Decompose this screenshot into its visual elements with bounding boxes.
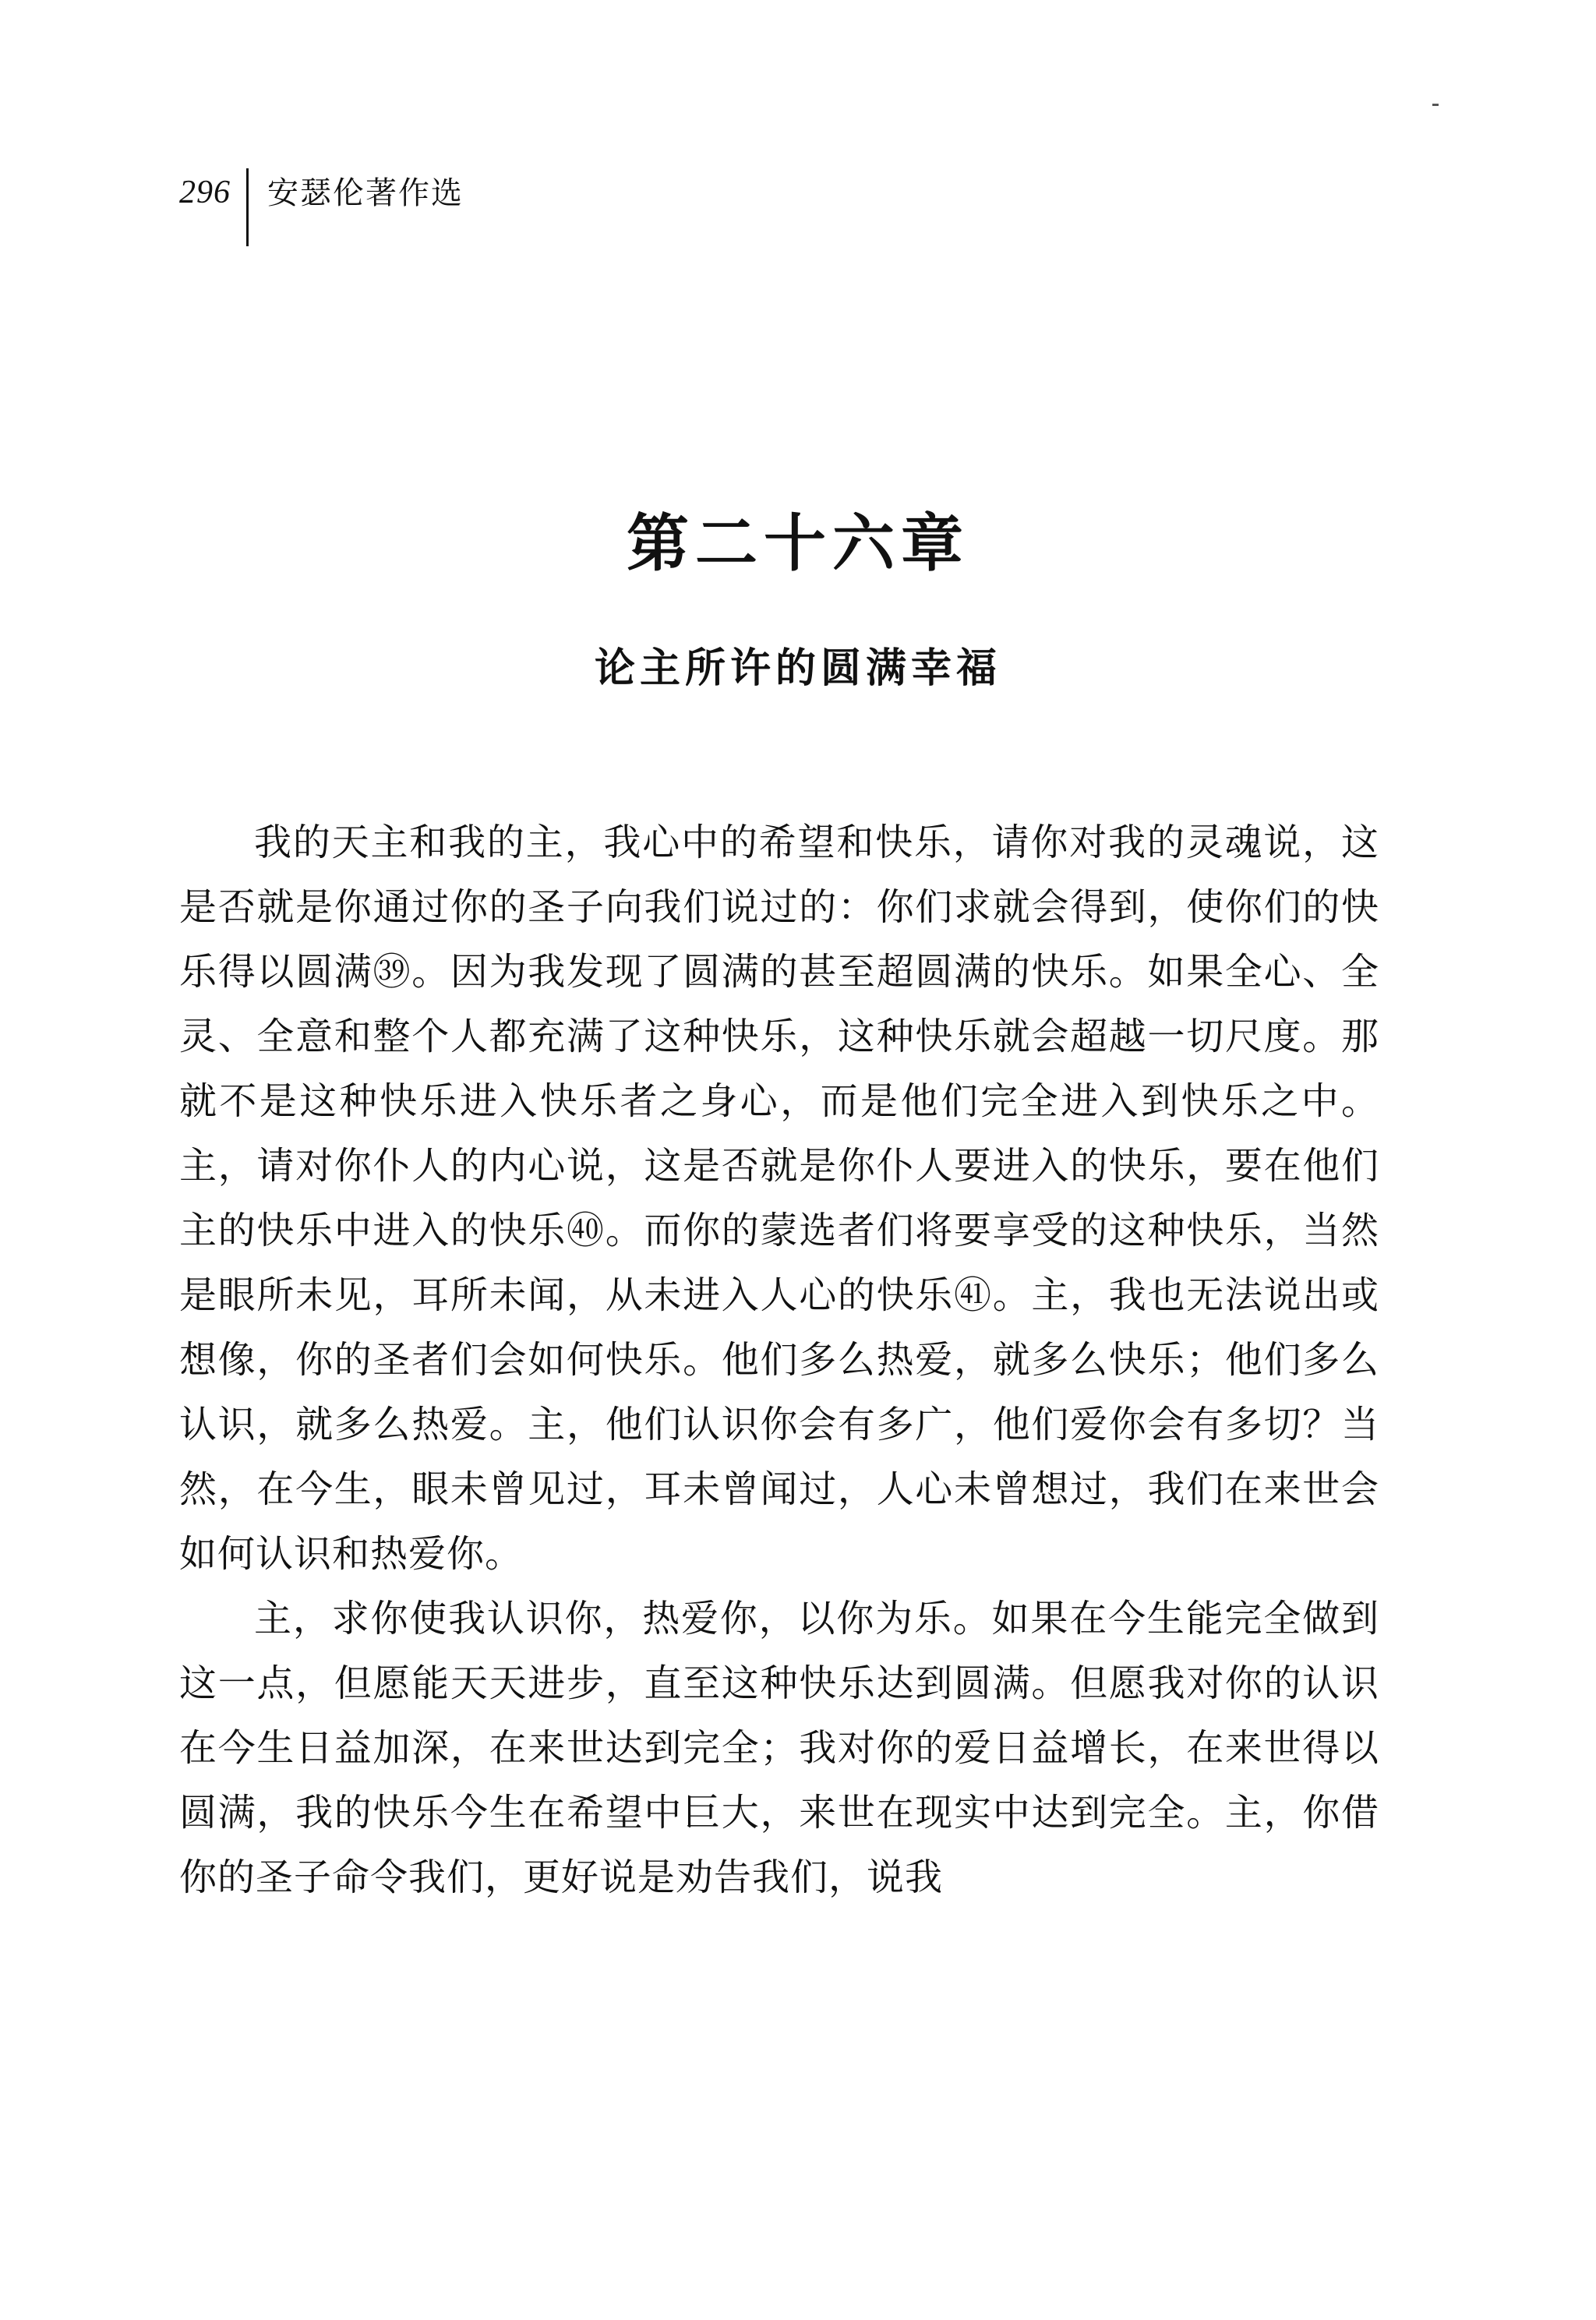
header-divider	[246, 168, 249, 246]
paragraph: 我的天主和我的主，我心中的希望和快乐，请你对我的灵魂说，这是否就是你通过你的圣子向我们说过的：你们求就会得到，使你们的快乐得以圆满㊴。因为我发现了圆满的甚至超圆满的快乐。如果全心、全灵、全意和整个人都充满了这种快乐，这种快乐就会超越一切尺度。那就不是这种快乐进入快乐者之身心，而是他们完全进入到快乐之中。主，请对你仆人的内心说，这是否就是你仆人要进入的快乐，要在他们主的快乐中进入的快乐㊵。而你的蒙选者们将要享受的这种快乐，当然是眼所未见，耳所未闻，从未进入人心的快乐㊶。主，我也无法说出或想像，你的圣者们会如何快乐。他们多么热爱，就多么快乐；他们多么认识，就多么热爱。主，他们认识你会有多广，他们爱你会有多切？当然，在今生，眼未曾见过，耳未曾闻过，人心未曾想过，我们在来世会如何认识和热爱你。	[179, 821, 1379, 1576]
running-title: 安瑟伦著作选	[267, 175, 464, 211]
page-number: 296	[179, 175, 231, 210]
body-text	[179, 810, 1379, 1910]
scan-speck	[1432, 104, 1439, 106]
chapter-subtitle: 论主所许的圆满幸福	[594, 644, 1001, 692]
paragraph: 主，求你使我认识你，热爱你，以你为乐。如果在今生能完全做到这一点，但愿能天天进步，直至这种快乐达到圆满。但愿我对你的认识在今生日益加深，在来世达到完全；我对你的爱日益增长，在来世得以圆满，我的快乐今生在希望中巨大，来世在现实中达到完全。主，你借你的圣子命令我们，更好说是劝告我们，说我	[179, 1597, 1379, 1899]
page-header	[179, 168, 464, 243]
chapter-title: 第二十六章	[627, 507, 969, 580]
